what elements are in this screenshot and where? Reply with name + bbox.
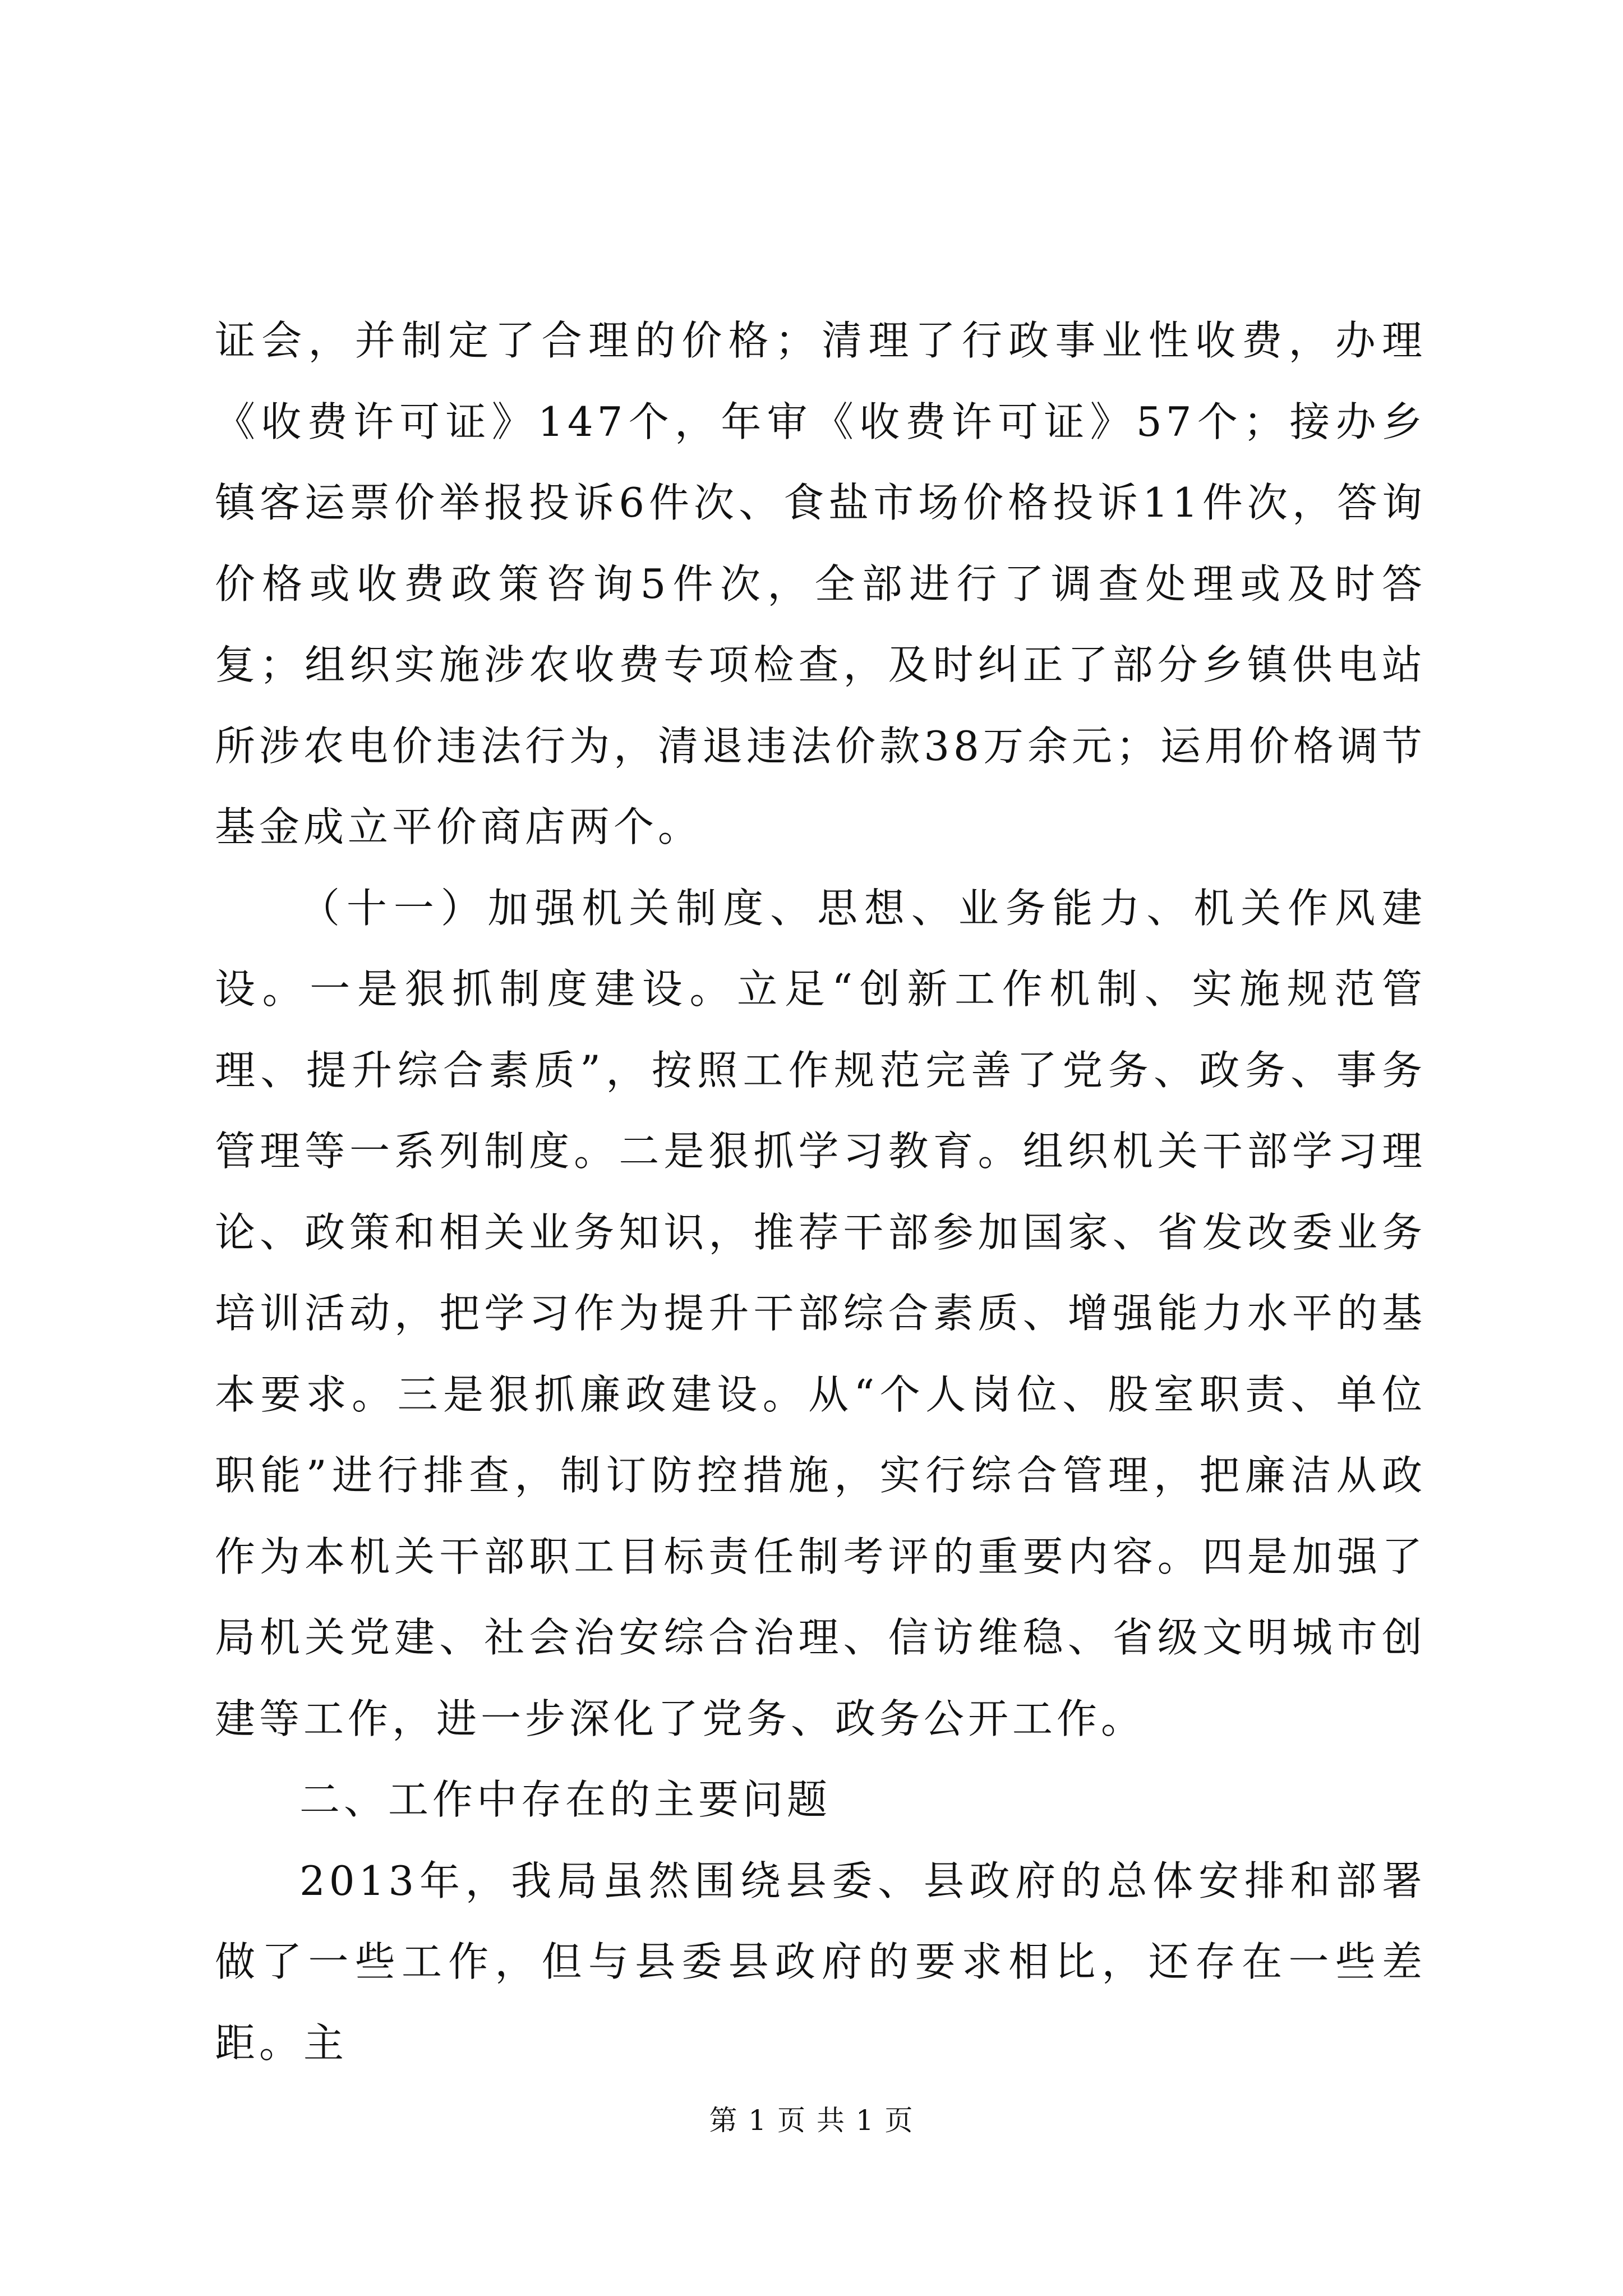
page-footer: 第 1 页 共 1 页 (709, 2104, 914, 2137)
paragraph-price-work: 证会，并制定了合理的价格；清理了行政事业性收费，办理《收费许可证》147个，年审《收费许可证》57个；接办乡镇客运票价举报投诉6件次、食盐市场价格投诉11件次，答询价格或收费政策咨询5件次，全部进行了调查处理或及时答复；组织实施涉农收费专项检查，及时纠正了部分乡镇供电站所涉农电价违法行为，清退违法价款38万余元；运用价格调节基金成立平价商店两个。 (215, 317, 1426, 850)
paragraph-organ-building: （十一）加强机关制度、思想、业务能力、机关作风建设。一是狠抓制度建设。立足“创新工作机制、实施规范管理、提升综合素质”，按照工作规范完善了党务、政务、事务管理等一系列制度。二是狠抓学习教育。组织机关干部学习理论、政策和相关业务知识，推荐干部参加国家、省发改委业务培训活动，把学习作为提升干部综合素质、增强能力水平的基本要求。三是狠抓廉政建设。从“个人岗位、股室职责、单位职能”进行排查，制订防控措施，实行综合管理，把廉洁从政作为本机关干部职工目标责任制考评的重要内容。四是加强了局机关党建、社会治安综合治理、信访维稳、省级文明城市创建等工作，进一步深化了党务、政务公开工作。 (215, 884, 1426, 1742)
section-heading-main-problems: 二、工作中存在的主要问题 (299, 1776, 832, 1823)
document-body (215, 300, 1426, 2083)
paragraph-2013-summary: 2013年，我局虽然围绕县委、县政府的总体安排和部署做了一些工作，但与县委县政府的要求相比，还存在一些差距。主 (215, 1857, 1426, 2067)
